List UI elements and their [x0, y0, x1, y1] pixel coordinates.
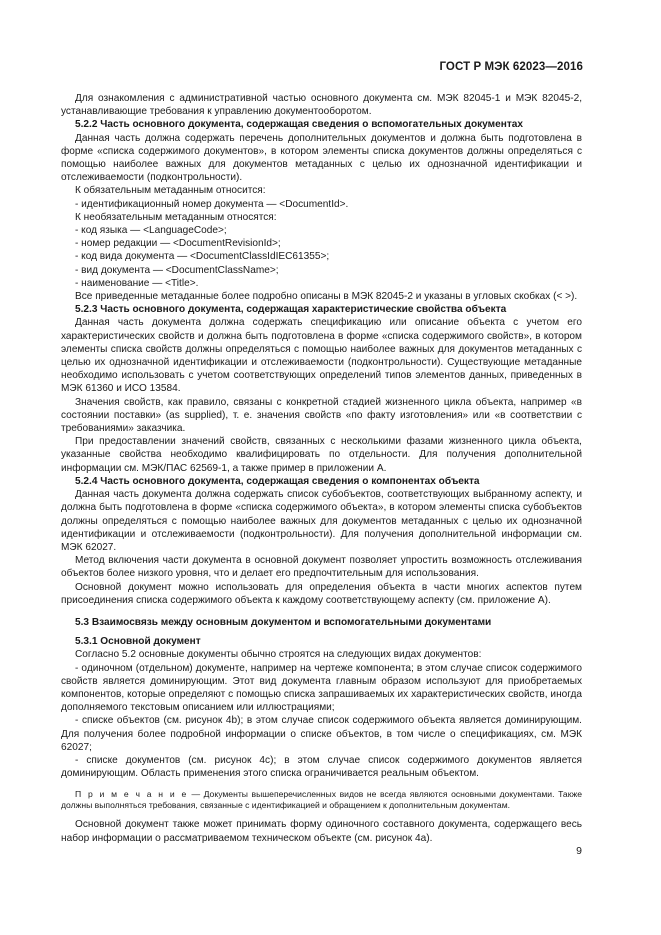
paragraph: Данная часть документа должна содержать список субобъектов, соответствующих выбранному аспекту, и должна быть подготовлена в форме «списка содержимого объекта», в котором элементы списка субобъектов должны определяться с помощью наиболее важных для документов метаданных с целью их однозначной идентификации и отслеживаемости (подконтрольности). Для получения дополнительной информации см. МЭК 62027.: [61, 489, 582, 553]
list-item: - списке документов (см. рисунок 4c); в этом случае список содержимого документов является доминирующим. Область применения этого списка ограничивается реальным объектом.: [61, 754, 582, 780]
document-body: [61, 92, 582, 845]
section-heading-5-2-2: 5.2.2 Часть основного документа, содержащая сведения о вспомогательных документах: [75, 119, 523, 131]
paragraph: Данная часть должна содержать перечень дополнительных документов и должна быть подготовлена в форме «списка содержимого документов», в котором элементы списка документов должны определяться с помощью наиболее важных для документов метаданных с целью их однозначной идентификации и отслеживаемости (подконтрольности).: [61, 132, 582, 184]
paragraph: Данная часть документа должна содержать спецификацию или описание объекта с учетом его характеристических свойств и должна быть подготовлена в форме «списка содержимого свойств», в котором элементы списка свойств должны определяться с помощью наиболее важных для документов метаданных с целью их однозначной идентификации и отслеживаемости (подконтрольности). Существующие метаданные необходимо использовать с учетом соответствующих определений типов элементов данных, приведенных в МЭК 61360 и ИСО 13584.: [61, 317, 582, 395]
paragraph: Метод включения части документа в основной документ позволяет упростить возможность отслеживания объектов более низкого уровня, что и делает его предпочтительным для использования.: [61, 555, 582, 580]
section-heading-5-3: 5.3 Взаимосвязь между основным документом и вспомогательными документами: [75, 616, 492, 628]
list-item: - наименование — <Title>.: [75, 277, 199, 289]
paragraph: Основной документ можно использовать для определения объекта в части многих аспектов путем присоединения списка содержимого объекта к каждому соответствующему аспекту (см. приложение А).: [61, 581, 582, 606]
list-item: - идентификационный номер документа — <DocumentId>.: [75, 198, 349, 210]
paragraph: К обязательным метаданным относится:: [75, 185, 266, 197]
list-item: - код вида документа — <DocumentClassIdIEC61355>;: [75, 251, 330, 263]
list-item: - одиночном (отдельном) документе, например на чертеже компонента; в этом случае список содержимого свойств является доминирующим. Этот вид документа главным образом используют для приобретаемых компонентов, которые определяют с помощью списка запрашиваемых их характеристических свойств, иногда дополняемого текстовым описанием или иллюстрациями;: [61, 662, 582, 714]
list-item: - списке объектов (см. рисунок 4b); в этом случае список содержимого объекта является доминирующим. Для получения более подробной информации о списке объектов, в том числе о спецификациях, см. МЭК 62027;: [61, 715, 582, 753]
note-text: — Документы вышеперечисленных видов не всегда являются основными документами. Также должны выполняться требования, связанные с идентификацией и обращением к дополнительным документам.: [61, 789, 583, 811]
section-heading-5-2-4: 5.2.4 Часть основного документа, содержащая сведения о компонентах объекта: [75, 475, 480, 487]
paragraph: К необязательным метаданным относятся:: [75, 211, 277, 223]
list-item: - номер редакции — <DocumentRevisionId>;: [75, 238, 281, 250]
document-header: ГОСТ Р МЭК 62023—2016: [439, 61, 583, 73]
page-number: 9: [576, 845, 582, 857]
section-heading-5-3-1: 5.3.1 Основной документ: [75, 636, 201, 648]
note-label: П р и м е ч а н и е: [75, 789, 188, 800]
paragraph: При предоставлении значений свойств, связанных с несколькими фазами жизненного цикла объекта, указанные свойства необходимо квалифицировать по отдельности. Для получения дополнительной информации см. МЭК/ПАС 62569-1, а также пример в приложении А.: [61, 436, 582, 474]
paragraph: Согласно 5.2 основные документы обычно строятся на следующих видах документов:: [75, 649, 482, 661]
list-item: - код языка — <LanguageCode>;: [75, 225, 227, 237]
paragraph: Все приведенные метаданные более подробно описаны в МЭК 82045-2 и указаны в угловых скобках (< >).: [75, 291, 578, 303]
paragraph: Для ознакомления с административной частью основного документа см. МЭК 82045-1 и МЭК 82045-2, устанавливающие требования к управлению документооборотом.: [61, 93, 582, 118]
note: [61, 789, 582, 811]
list-item: - вид документа — <DocumentClassName>;: [75, 264, 279, 276]
section-heading-5-2-3: 5.2.3 Часть основного документа, содержащая характеристические свойства объекта: [75, 304, 507, 316]
paragraph: Основной документ также может принимать форму одиночного составного документа, содержащего весь набор информации о рассматриваемом техническом объекте (см. рисунок 4a).: [61, 819, 582, 844]
paragraph: Значения свойств, как правило, связаны с конкретной стадией жизненного цикла объекта, например «в состоянии поставки» (as supplied), т. е. значения свойств «по факту изготовления» или «в соответствии с требованиями» заказчика.: [61, 396, 582, 435]
